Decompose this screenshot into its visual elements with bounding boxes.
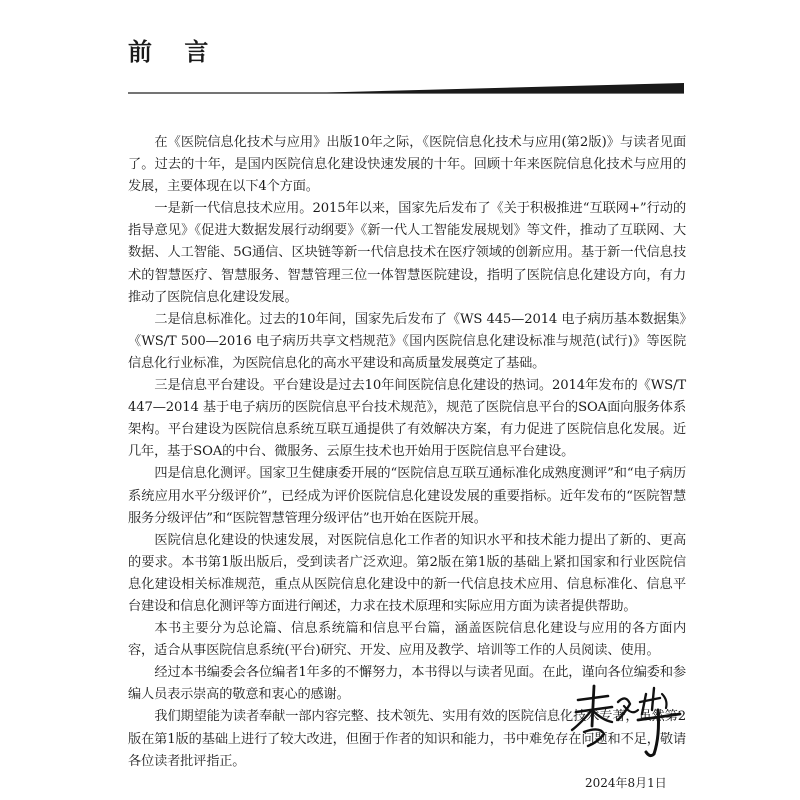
paragraph-8: 经过本书编委会各位编者1年多的不懈努力，本书得以与读者见面。在此，谨向各位编委和参编人员表示崇高的敬意和衷心的感谢。	[128, 665, 686, 703]
paragraph-2: 一是新一代信息技术应用。2015年以来，国家先后发布了《关于积极推进“互联网+”行动的指导意见》《促进大数据发展行动纲要》《新一代人工智能发展规划》等文件，推动了互联网、大数据、人工智能、5G通信、区块链等新一代信息技术在医疗领域的创新应用。基于新一代信息技术的智慧医疗、智慧服务、智慧管理三位一体智慧医院建设，指明了医院信息化建设方向，有力推动了医院信息化建设发展。	[128, 201, 686, 305]
paragraph-5: 四是信息化测评。国家卫生健康委开展的“医院信息互联互通标准化成熟度测评”和“电子病历系统应用水平分级评价”，已经成为评价医院信息化建设发展的重要指标。近年发布的“医院智慧服务分级评估”和“医院智慧管理分级评估”也开始在医院开展。	[128, 466, 686, 526]
paragraph-6: 医院信息化建设的快速发展，对医院信息化工作者的知识水平和技术能力提出了新的、更高的要求。本书第1版出版后，受到读者广泛欢迎。第2版在第1版的基础上紧扣国家和行业医院信息化建设相关标准规范，重点从医院信息化建设中的新一代信息技术应用、信息标准化、信息平台建设和信息化测评等方面进行阐述，力求在技术原理和实际应用方面为读者提供帮助。	[128, 532, 686, 614]
paragraph-9: 我们期望能为读者奉献一部内容完整、技术领先、实用有效的医院信息化技术专著，虽然第2版在第1版的基础上进行了较大改进，但囿于作者的知识和能力，书中难免存在问题和不足，敬请各位读者批评指正。	[128, 709, 686, 769]
paragraph-1: 在《医院信息化技术与应用》出版10年之际，《医院信息化技术与应用(第2版)》与读者见面了。过去的十年，是国内医院信息化建设快速发展的十年。回顾十年来医院信息化技术与应用的发展，主要体现在以下4个方面。	[128, 135, 686, 195]
preface-body	[128, 132, 686, 773]
handwritten-signature	[568, 680, 698, 760]
page-title: 前 言	[128, 38, 221, 66]
paragraph-3: 二是信息标准化。过去的10年间，国家先后发布了《WS 445—2014 电子病历基本数据集》《WS/T 500—2016 电子病历共享文档规范》《国内医院信息化建设标准与规范(试行)》等医院信息化行业标准，为医院信息化的高水平建设和高质量发展奠定了基础。	[128, 311, 686, 371]
preface-date: 2024年8月1日	[585, 776, 667, 790]
title-rule	[128, 80, 684, 96]
paragraph-4: 三是信息平台建设。平台建设是过去10年间医院信息化建设的热词。2014年发布的《WS/T 447—2014 基于电子病历的医院信息平台技术规范》，规范了医院信息平台的SOA面向服务体系架构。平台建设为医院信息系统互联互通提供了有效解决方案，有力促进了医院信息化发展。近几年，基于SOA的中台、微服务、云原生技术也开始用于医院信息平台建设。	[128, 378, 686, 460]
paragraph-7: 本书主要分为总论篇、信息系统篇和信息平台篇，涵盖医院信息化建设与应用的各方面内容，适合从事医院信息系统(平台)研究、开发、应用及教学、培训等工作的人员阅读、使用。	[128, 621, 686, 659]
